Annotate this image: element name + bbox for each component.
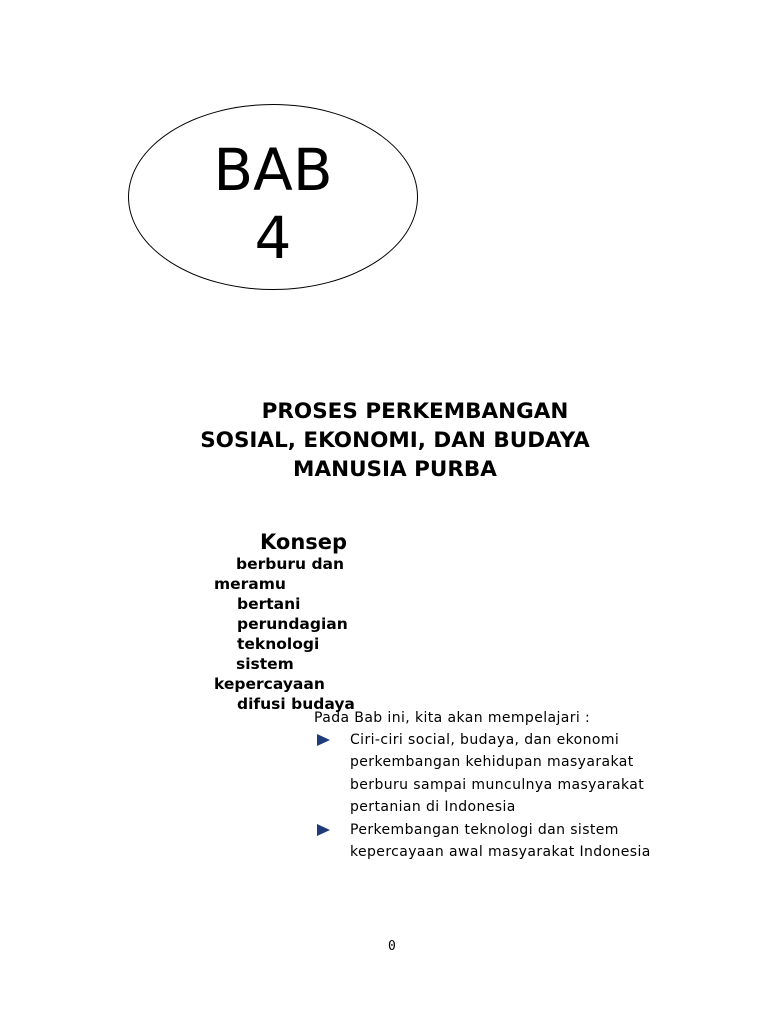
triangle-right-icon	[317, 734, 330, 746]
konsep-item: bertani	[237, 595, 301, 613]
konsep-heading: Konsep	[260, 530, 348, 554]
learning-bullet-text: Perkembangan teknologi dan sistem kepercayaan awal masyarakat Indonesia	[350, 821, 651, 861]
chapter-title-line3: MANUSIA PURBA	[293, 457, 497, 482]
page-number: 0	[388, 939, 396, 954]
konsep-item: difusi budaya	[237, 695, 355, 713]
learning-bullet-text: Ciri-ciri social, budaya, dan ekonomi perkembangan kehidupan masyarakat berburu sampai munculnya masyarakat pertanian di Indonesia	[350, 732, 645, 816]
learning-bullets	[314, 729, 674, 863]
chapter-title-line1: PROSES PERKEMBANGAN	[261, 399, 569, 424]
chapter-number: 4	[254, 204, 292, 272]
learning-bullet-item	[314, 729, 674, 819]
triangle-right-icon	[317, 824, 330, 836]
chapter-label	[188, 136, 358, 272]
konsep-item: perundagian	[237, 615, 348, 633]
konsep-item: sistem kepercayaan	[214, 655, 325, 693]
chapter-title-line2: SOSIAL, EKONOMI, DAN BUDAYA	[200, 428, 590, 453]
konsep-item: teknologi	[237, 635, 320, 653]
learning-intro: Pada Bab ini, kita akan mempelajari :	[314, 710, 591, 726]
learning-bullet-item	[314, 819, 674, 864]
chapter-label-word: BAB	[213, 136, 333, 204]
konsep-list	[214, 554, 384, 714]
konsep-item: berburu dan meramu	[214, 555, 345, 593]
chapter-title	[150, 397, 640, 484]
